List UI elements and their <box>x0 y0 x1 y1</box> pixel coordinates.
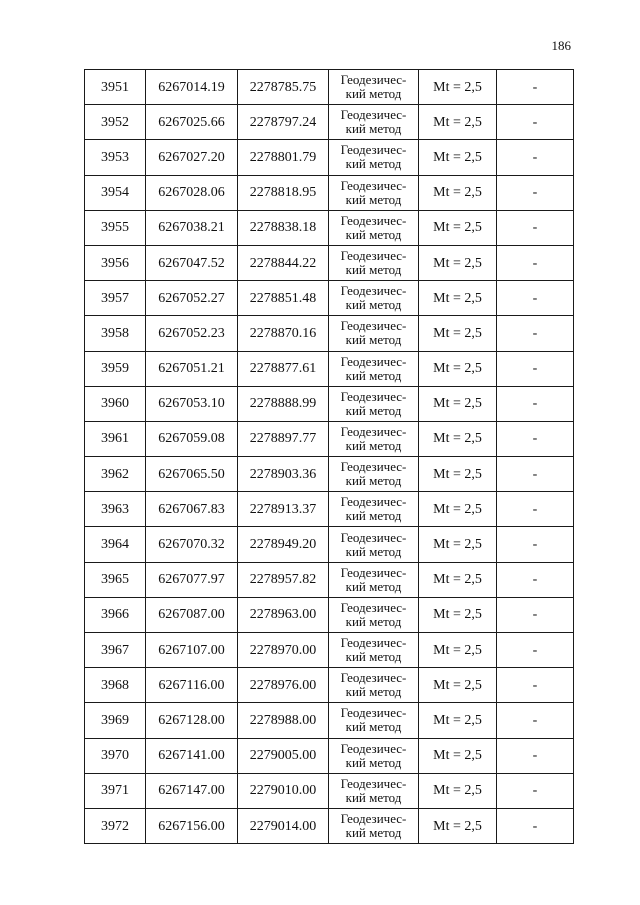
coordinates-table <box>84 69 574 844</box>
y-coordinate-cell: 2278785.75 <box>238 70 329 105</box>
note-cell: - <box>497 703 574 738</box>
method-text-line-2: кий метод <box>345 754 402 770</box>
method-cell <box>329 175 419 210</box>
note-cell: - <box>497 140 574 175</box>
accuracy-cell: Mt = 2,5 <box>419 421 497 456</box>
note-cell: - <box>497 773 574 808</box>
table-row <box>85 808 574 843</box>
note-cell: - <box>497 316 574 351</box>
note-cell: - <box>497 527 574 562</box>
x-coordinate-cell: 6267053.10 <box>146 386 238 421</box>
point-number-cell: 3951 <box>85 70 146 105</box>
method-cell <box>329 527 419 562</box>
method-text-line-1: Геодезичес- <box>340 494 407 510</box>
method-text-line-1: Геодезичес- <box>340 248 407 264</box>
method-text-line-1: Геодезичес- <box>340 72 407 88</box>
y-coordinate-cell: 2278797.24 <box>238 105 329 140</box>
y-coordinate-cell: 2278963.00 <box>238 597 329 632</box>
accuracy-cell: Mt = 2,5 <box>419 70 497 105</box>
note-cell: - <box>497 105 574 140</box>
table-row <box>85 281 574 316</box>
method-cell <box>329 703 419 738</box>
accuracy-cell: Mt = 2,5 <box>419 773 497 808</box>
method-text-line-2: кий метод <box>345 508 402 524</box>
method-text-line-1: Геодезичес- <box>340 107 407 123</box>
x-coordinate-cell: 6267065.50 <box>146 457 238 492</box>
point-number-cell: 3968 <box>85 668 146 703</box>
y-coordinate-cell: 2278844.22 <box>238 245 329 280</box>
method-text-line-2: кий метод <box>345 437 402 453</box>
method-text-line-1: Геодезичес- <box>340 740 407 756</box>
y-coordinate-cell: 2278970.00 <box>238 633 329 668</box>
method-cell <box>329 738 419 773</box>
method-text-line-2: кий метод <box>345 789 402 805</box>
x-coordinate-cell: 6267070.32 <box>146 527 238 562</box>
point-number-cell: 3959 <box>85 351 146 386</box>
method-text-line-2: кий метод <box>345 402 402 418</box>
x-coordinate-cell: 6267047.52 <box>146 245 238 280</box>
accuracy-cell: Mt = 2,5 <box>419 210 497 245</box>
method-text-line-2: кий метод <box>345 297 402 313</box>
x-coordinate-cell: 6267087.00 <box>146 597 238 632</box>
method-text-line-1: Геодезичес- <box>340 529 407 545</box>
method-cell <box>329 597 419 632</box>
table-row <box>85 492 574 527</box>
accuracy-cell: Mt = 2,5 <box>419 597 497 632</box>
y-coordinate-cell: 2278870.16 <box>238 316 329 351</box>
method-text-line-2: кий метод <box>345 226 402 242</box>
x-coordinate-cell: 6267027.20 <box>146 140 238 175</box>
method-text-line-1: Геодезичес- <box>340 423 407 439</box>
x-coordinate-cell: 6267128.00 <box>146 703 238 738</box>
method-text-line-1: Геодезичес- <box>340 564 407 580</box>
point-number-cell: 3962 <box>85 457 146 492</box>
table-row <box>85 421 574 456</box>
accuracy-cell: Mt = 2,5 <box>419 703 497 738</box>
method-cell <box>329 492 419 527</box>
accuracy-cell: Mt = 2,5 <box>419 808 497 843</box>
note-cell: - <box>497 386 574 421</box>
x-coordinate-cell: 6267051.21 <box>146 351 238 386</box>
y-coordinate-cell: 2279014.00 <box>238 808 329 843</box>
point-number-cell: 3969 <box>85 703 146 738</box>
point-number-cell: 3971 <box>85 773 146 808</box>
y-coordinate-cell: 2278903.36 <box>238 457 329 492</box>
table-row <box>85 738 574 773</box>
point-number-cell: 3960 <box>85 386 146 421</box>
method-cell <box>329 105 419 140</box>
method-text-line-2: кий метод <box>345 719 402 735</box>
method-cell <box>329 773 419 808</box>
method-text-line-2: кий метод <box>345 578 402 594</box>
method-text-line-1: Геодезичес- <box>340 353 407 369</box>
table-row <box>85 245 574 280</box>
method-cell <box>329 316 419 351</box>
accuracy-cell: Mt = 2,5 <box>419 281 497 316</box>
accuracy-cell: Mt = 2,5 <box>419 105 497 140</box>
table-row <box>85 773 574 808</box>
method-text-line-1: Геодезичес- <box>340 318 407 334</box>
method-text-line-2: кий метод <box>345 613 402 629</box>
method-text-line-2: кий метод <box>345 825 402 841</box>
note-cell: - <box>497 597 574 632</box>
method-cell <box>329 281 419 316</box>
table-row <box>85 703 574 738</box>
y-coordinate-cell: 2278851.48 <box>238 281 329 316</box>
y-coordinate-cell: 2278818.95 <box>238 175 329 210</box>
accuracy-cell: Mt = 2,5 <box>419 351 497 386</box>
method-text-line-2: кий метод <box>345 121 402 137</box>
table-row <box>85 70 574 105</box>
point-number-cell: 3970 <box>85 738 146 773</box>
method-cell <box>329 70 419 105</box>
point-number-cell: 3953 <box>85 140 146 175</box>
note-cell: - <box>497 668 574 703</box>
method-text-line-1: Геодезичес- <box>340 459 407 475</box>
note-cell: - <box>497 70 574 105</box>
method-cell <box>329 808 419 843</box>
table-row <box>85 175 574 210</box>
accuracy-cell: Mt = 2,5 <box>419 457 497 492</box>
y-coordinate-cell: 2278838.18 <box>238 210 329 245</box>
table-row <box>85 527 574 562</box>
point-number-cell: 3967 <box>85 633 146 668</box>
method-text-line-2: кий метод <box>345 367 402 383</box>
method-text-line-1: Геодезичес- <box>340 283 407 299</box>
note-cell: - <box>497 245 574 280</box>
note-cell: - <box>497 281 574 316</box>
method-text-line-2: кий метод <box>345 684 402 700</box>
note-cell: - <box>497 492 574 527</box>
note-cell: - <box>497 421 574 456</box>
table-row <box>85 386 574 421</box>
note-cell: - <box>497 351 574 386</box>
point-number-cell: 3956 <box>85 245 146 280</box>
table-row <box>85 562 574 597</box>
method-text-line-2: кий метод <box>345 86 402 102</box>
accuracy-cell: Mt = 2,5 <box>419 492 497 527</box>
method-text-line-2: кий метод <box>345 262 402 278</box>
method-text-line-1: Геодезичес- <box>340 705 407 721</box>
accuracy-cell: Mt = 2,5 <box>419 316 497 351</box>
point-number-cell: 3958 <box>85 316 146 351</box>
method-text-line-1: Геодезичес- <box>340 212 407 228</box>
y-coordinate-cell: 2278988.00 <box>238 703 329 738</box>
method-text-line-1: Геодезичес- <box>340 811 407 827</box>
x-coordinate-cell: 6267028.06 <box>146 175 238 210</box>
method-text-line-2: кий метод <box>345 332 402 348</box>
y-coordinate-cell: 2278897.77 <box>238 421 329 456</box>
method-cell <box>329 386 419 421</box>
y-coordinate-cell: 2278801.79 <box>238 140 329 175</box>
note-cell: - <box>497 633 574 668</box>
note-cell: - <box>497 808 574 843</box>
point-number-cell: 3972 <box>85 808 146 843</box>
method-text-line-2: кий метод <box>345 191 402 207</box>
y-coordinate-cell: 2278976.00 <box>238 668 329 703</box>
table-row <box>85 316 574 351</box>
x-coordinate-cell: 6267067.83 <box>146 492 238 527</box>
y-coordinate-cell: 2278949.20 <box>238 527 329 562</box>
table-row <box>85 633 574 668</box>
point-number-cell: 3952 <box>85 105 146 140</box>
note-cell: - <box>497 457 574 492</box>
accuracy-cell: Mt = 2,5 <box>419 245 497 280</box>
point-number-cell: 3966 <box>85 597 146 632</box>
note-cell: - <box>497 738 574 773</box>
x-coordinate-cell: 6267147.00 <box>146 773 238 808</box>
x-coordinate-cell: 6267059.08 <box>146 421 238 456</box>
y-coordinate-cell: 2278877.61 <box>238 351 329 386</box>
method-cell <box>329 421 419 456</box>
y-coordinate-cell: 2279005.00 <box>238 738 329 773</box>
accuracy-cell: Mt = 2,5 <box>419 527 497 562</box>
method-text-line-1: Геодезичес- <box>340 177 407 193</box>
point-number-cell: 3965 <box>85 562 146 597</box>
point-number-cell: 3964 <box>85 527 146 562</box>
method-text-line-1: Геодезичес- <box>340 635 407 651</box>
method-cell <box>329 245 419 280</box>
table-row <box>85 140 574 175</box>
accuracy-cell: Mt = 2,5 <box>419 668 497 703</box>
method-cell <box>329 562 419 597</box>
accuracy-cell: Mt = 2,5 <box>419 386 497 421</box>
accuracy-cell: Mt = 2,5 <box>419 175 497 210</box>
method-cell <box>329 210 419 245</box>
table-row <box>85 597 574 632</box>
method-text-line-1: Геодезичес- <box>340 670 407 686</box>
method-text-line-1: Геодезичес- <box>340 388 407 404</box>
method-text-line-2: кий метод <box>345 473 402 489</box>
note-cell: - <box>497 210 574 245</box>
x-coordinate-cell: 6267052.27 <box>146 281 238 316</box>
point-number-cell: 3954 <box>85 175 146 210</box>
method-cell <box>329 457 419 492</box>
method-cell <box>329 633 419 668</box>
accuracy-cell: Mt = 2,5 <box>419 140 497 175</box>
method-text-line-1: Геодезичес- <box>340 775 407 791</box>
point-number-cell: 3961 <box>85 421 146 456</box>
accuracy-cell: Mt = 2,5 <box>419 738 497 773</box>
point-number-cell: 3957 <box>85 281 146 316</box>
table-row <box>85 351 574 386</box>
method-cell <box>329 140 419 175</box>
accuracy-cell: Mt = 2,5 <box>419 633 497 668</box>
point-number-cell: 3955 <box>85 210 146 245</box>
method-text-line-1: Геодезичес- <box>340 142 407 158</box>
method-text-line-2: кий метод <box>345 156 402 172</box>
y-coordinate-cell: 2278957.82 <box>238 562 329 597</box>
note-cell: - <box>497 175 574 210</box>
method-text-line-1: Геодезичес- <box>340 599 407 615</box>
method-text-line-2: кий метод <box>345 649 402 665</box>
x-coordinate-cell: 6267052.23 <box>146 316 238 351</box>
y-coordinate-cell: 2278888.99 <box>238 386 329 421</box>
point-number-cell: 3963 <box>85 492 146 527</box>
page-number: 186 <box>551 38 571 53</box>
x-coordinate-cell: 6267107.00 <box>146 633 238 668</box>
coordinates-table-body <box>85 70 574 844</box>
x-coordinate-cell: 6267116.00 <box>146 668 238 703</box>
x-coordinate-cell: 6267156.00 <box>146 808 238 843</box>
x-coordinate-cell: 6267014.19 <box>146 70 238 105</box>
y-coordinate-cell: 2278913.37 <box>238 492 329 527</box>
x-coordinate-cell: 6267025.66 <box>146 105 238 140</box>
table-row <box>85 105 574 140</box>
method-text-line-2: кий метод <box>345 543 402 559</box>
x-coordinate-cell: 6267077.97 <box>146 562 238 597</box>
table-row <box>85 210 574 245</box>
table-row <box>85 668 574 703</box>
accuracy-cell: Mt = 2,5 <box>419 562 497 597</box>
method-cell <box>329 668 419 703</box>
method-cell <box>329 351 419 386</box>
x-coordinate-cell: 6267038.21 <box>146 210 238 245</box>
table-row <box>85 457 574 492</box>
note-cell: - <box>497 562 574 597</box>
y-coordinate-cell: 2279010.00 <box>238 773 329 808</box>
x-coordinate-cell: 6267141.00 <box>146 738 238 773</box>
